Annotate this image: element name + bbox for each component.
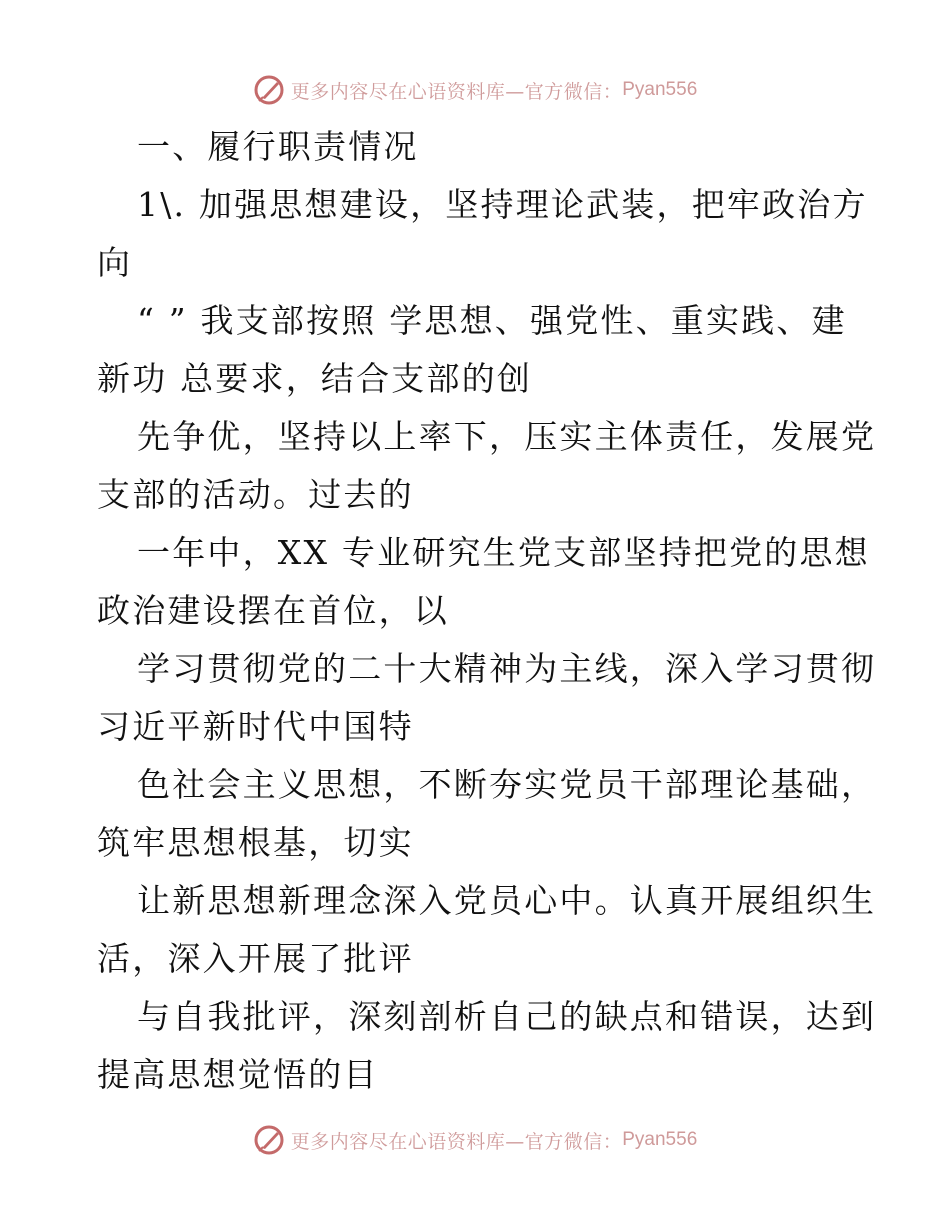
footer-watermark: [0, 1120, 950, 1160]
text-line: 一年中，XX 专业研究生党支部坚持把党的思想: [137, 533, 870, 572]
text-line: 筑牢思想根基，切实: [97, 823, 414, 862]
section-heading: 一、履行职责情况: [137, 127, 419, 166]
watermark-wechat-id: Pyan556: [622, 79, 698, 100]
text-line: 让新思想新理念深入党员心中。认真开展组织生: [137, 881, 877, 920]
watermark-text: 更多内容尽在心语资料库—官方微信：: [290, 80, 623, 103]
subheading: 1\. 加强思想建设，坚持理论武装，把牢政治方: [137, 185, 868, 224]
text-line: 提高思想觉悟的目: [97, 1055, 379, 1094]
text-line: 支部的活动。过去的: [97, 475, 414, 514]
text-line: 向: [97, 243, 133, 282]
document-body: [97, 118, 877, 1104]
text-line: 色社会主义思想，不断夯实党员干部理论基础，: [137, 765, 877, 804]
watermark-wechat-id: Pyan556: [622, 1129, 698, 1150]
quill-seal-icon: [253, 1124, 285, 1156]
watermark-text: 更多内容尽在心语资料库—官方微信：: [290, 1130, 623, 1153]
text-line: “ ” 我支部按照 学思想、强党性、重实践、建: [137, 301, 847, 340]
text-line: 新功 总要求，结合支部的创: [97, 359, 533, 398]
text-line: 学习贯彻党的二十大精神为主线，深入学习贯彻: [137, 649, 877, 688]
text-line: 活，深入开展了批评: [97, 939, 414, 978]
text-line: 政治建设摆在首位，以: [97, 591, 449, 630]
text-line: 与自我批评，深刻剖析自己的缺点和错误，达到: [137, 997, 877, 1036]
text-line: 先争优，坚持以上率下，压实主体责任，发展党: [137, 417, 877, 456]
header-watermark: [0, 70, 950, 110]
quill-seal-icon: [253, 74, 285, 106]
text-line: 习近平新时代中国特: [97, 707, 414, 746]
